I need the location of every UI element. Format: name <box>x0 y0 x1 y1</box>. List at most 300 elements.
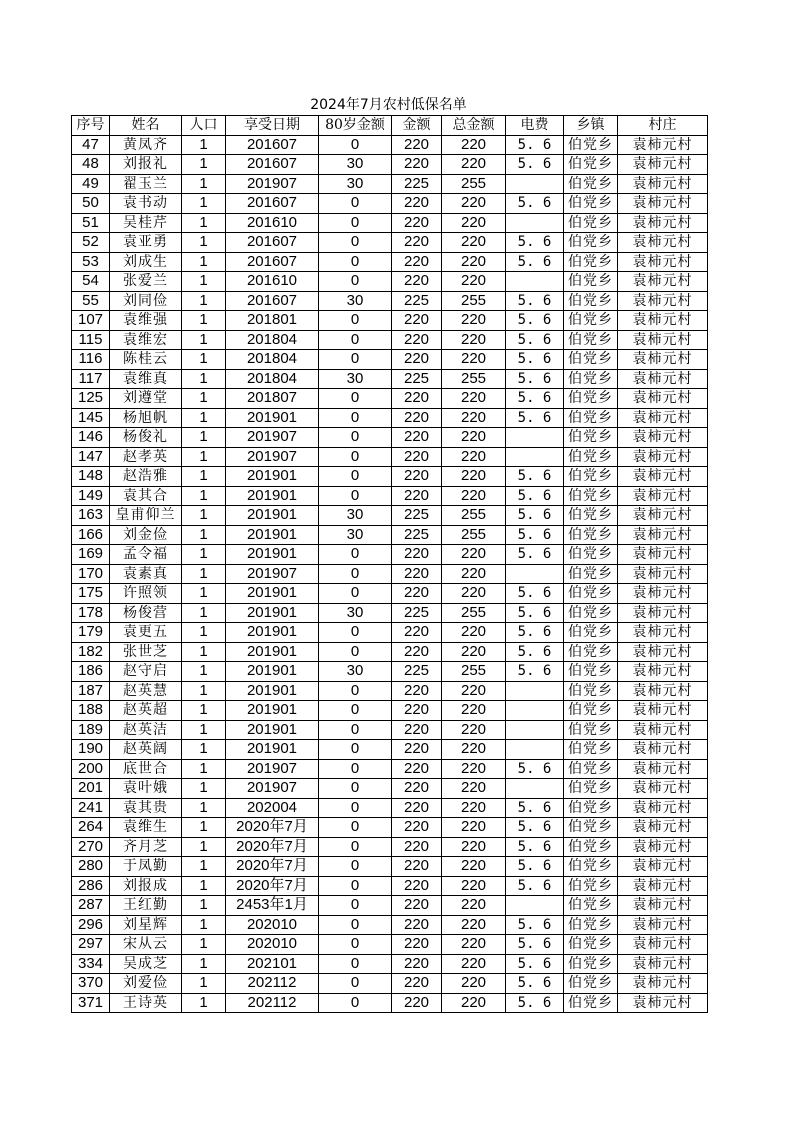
table-row <box>72 408 708 428</box>
cell-village: 袁柿元村 <box>618 194 708 214</box>
cell-name: 赵守启 <box>110 662 182 682</box>
cell-township: 伯党乡 <box>564 252 618 272</box>
cell-name: 杨俊营 <box>110 603 182 623</box>
cell-population: 1 <box>182 311 226 331</box>
cell-township: 伯党乡 <box>564 623 618 643</box>
cell-start-date: 201901 <box>226 467 319 487</box>
cell-electricity-fee: 5. 6 <box>506 584 564 604</box>
cell-population: 1 <box>182 798 226 818</box>
cell-total-amount: 220 <box>442 720 506 740</box>
cell-age80-amount: 0 <box>319 272 392 292</box>
col-header-age80-amount: 80岁金额 <box>319 116 392 136</box>
cell-village: 袁柿元村 <box>618 564 708 584</box>
cell-village: 袁柿元村 <box>618 369 708 389</box>
cell-village: 袁柿元村 <box>618 330 708 350</box>
cell-village: 袁柿元村 <box>618 233 708 253</box>
cell-total-amount: 220 <box>442 135 506 155</box>
cell-serial: 264 <box>72 818 110 838</box>
cell-village: 袁柿元村 <box>618 954 708 974</box>
table-row <box>72 486 708 506</box>
table-row <box>72 642 708 662</box>
cell-name: 袁维强 <box>110 311 182 331</box>
cell-electricity-fee: 5. 6 <box>506 135 564 155</box>
cell-township: 伯党乡 <box>564 740 618 760</box>
cell-age80-amount: 0 <box>319 993 392 1013</box>
cell-age80-amount: 0 <box>319 974 392 994</box>
cell-population: 1 <box>182 837 226 857</box>
cell-serial: 146 <box>72 428 110 448</box>
table-row <box>72 252 708 272</box>
cell-electricity-fee: 5. 6 <box>506 233 564 253</box>
cell-start-date: 2020年7月 <box>226 818 319 838</box>
cell-township: 伯党乡 <box>564 506 618 526</box>
cell-age80-amount: 0 <box>319 681 392 701</box>
cell-population: 1 <box>182 740 226 760</box>
cell-population: 1 <box>182 896 226 916</box>
cell-name: 底世合 <box>110 759 182 779</box>
cell-total-amount: 220 <box>442 857 506 877</box>
cell-age80-amount: 0 <box>319 213 392 233</box>
cell-electricity-fee: 5. 6 <box>506 311 564 331</box>
cell-village: 袁柿元村 <box>618 740 708 760</box>
cell-amount: 220 <box>392 759 442 779</box>
cell-total-amount: 220 <box>442 486 506 506</box>
recipient-table <box>71 115 708 1013</box>
cell-serial: 287 <box>72 896 110 916</box>
cell-start-date: 201901 <box>226 681 319 701</box>
cell-village: 袁柿元村 <box>618 447 708 467</box>
cell-serial: 145 <box>72 408 110 428</box>
table-row <box>72 155 708 175</box>
cell-start-date: 201901 <box>226 486 319 506</box>
cell-village: 袁柿元村 <box>618 779 708 799</box>
table-row <box>72 389 708 409</box>
cell-start-date: 202101 <box>226 954 319 974</box>
cell-population: 1 <box>182 506 226 526</box>
cell-name: 王诗英 <box>110 993 182 1013</box>
cell-name: 刘星辉 <box>110 915 182 935</box>
cell-village: 袁柿元村 <box>618 155 708 175</box>
cell-serial: 280 <box>72 857 110 877</box>
cell-name: 袁维真 <box>110 369 182 389</box>
cell-amount: 220 <box>392 876 442 896</box>
cell-amount: 220 <box>392 896 442 916</box>
cell-total-amount: 220 <box>442 389 506 409</box>
cell-serial: 51 <box>72 213 110 233</box>
cell-population: 1 <box>182 252 226 272</box>
table-row <box>72 233 708 253</box>
cell-serial: 52 <box>72 233 110 253</box>
cell-total-amount: 220 <box>442 311 506 331</box>
cell-electricity-fee: 5. 6 <box>506 155 564 175</box>
cell-age80-amount: 0 <box>319 642 392 662</box>
cell-serial: 370 <box>72 974 110 994</box>
cell-population: 1 <box>182 272 226 292</box>
cell-amount: 220 <box>392 779 442 799</box>
cell-township: 伯党乡 <box>564 545 618 565</box>
cell-start-date: 201901 <box>226 720 319 740</box>
cell-total-amount: 255 <box>442 525 506 545</box>
cell-electricity-fee <box>506 896 564 916</box>
cell-serial: 286 <box>72 876 110 896</box>
cell-village: 袁柿元村 <box>618 623 708 643</box>
cell-serial: 371 <box>72 993 110 1013</box>
cell-population: 1 <box>182 389 226 409</box>
cell-village: 袁柿元村 <box>618 915 708 935</box>
cell-population: 1 <box>182 720 226 740</box>
cell-population: 1 <box>182 213 226 233</box>
cell-electricity-fee <box>506 701 564 721</box>
table-row <box>72 798 708 818</box>
cell-total-amount: 220 <box>442 330 506 350</box>
cell-amount: 225 <box>392 369 442 389</box>
cell-serial: 241 <box>72 798 110 818</box>
cell-population: 1 <box>182 135 226 155</box>
cell-start-date: 201901 <box>226 642 319 662</box>
cell-serial: 190 <box>72 740 110 760</box>
cell-age80-amount: 0 <box>319 857 392 877</box>
cell-start-date: 202112 <box>226 993 319 1013</box>
cell-population: 1 <box>182 467 226 487</box>
cell-amount: 225 <box>392 291 442 311</box>
cell-total-amount: 255 <box>442 174 506 194</box>
cell-population: 1 <box>182 194 226 214</box>
cell-total-amount: 220 <box>442 642 506 662</box>
cell-population: 1 <box>182 408 226 428</box>
cell-name: 皇甫仰兰 <box>110 506 182 526</box>
cell-township: 伯党乡 <box>564 759 618 779</box>
cell-total-amount: 255 <box>442 369 506 389</box>
cell-total-amount: 220 <box>442 876 506 896</box>
table-row <box>72 701 708 721</box>
cell-serial: 189 <box>72 720 110 740</box>
cell-population: 1 <box>182 486 226 506</box>
cell-name: 刘报礼 <box>110 155 182 175</box>
table-row <box>72 623 708 643</box>
cell-electricity-fee: 5. 6 <box>506 194 564 214</box>
cell-electricity-fee <box>506 740 564 760</box>
cell-amount: 220 <box>392 584 442 604</box>
cell-village: 袁柿元村 <box>618 896 708 916</box>
cell-electricity-fee <box>506 428 564 448</box>
cell-township: 伯党乡 <box>564 954 618 974</box>
cell-total-amount: 255 <box>442 603 506 623</box>
cell-name: 袁更五 <box>110 623 182 643</box>
cell-age80-amount: 30 <box>319 662 392 682</box>
cell-population: 1 <box>182 974 226 994</box>
cell-total-amount: 220 <box>442 350 506 370</box>
cell-electricity-fee: 5. 6 <box>506 252 564 272</box>
cell-total-amount: 255 <box>442 506 506 526</box>
cell-township: 伯党乡 <box>564 993 618 1013</box>
cell-serial: 53 <box>72 252 110 272</box>
cell-total-amount: 220 <box>442 954 506 974</box>
cell-start-date: 201901 <box>226 623 319 643</box>
cell-village: 袁柿元村 <box>618 662 708 682</box>
cell-village: 袁柿元村 <box>618 272 708 292</box>
cell-total-amount: 220 <box>442 798 506 818</box>
table-row <box>72 447 708 467</box>
cell-age80-amount: 30 <box>319 506 392 526</box>
col-header-amount: 金额 <box>392 116 442 136</box>
cell-electricity-fee: 5. 6 <box>506 818 564 838</box>
col-header-total-amount: 总金额 <box>442 116 506 136</box>
cell-name: 赵浩雅 <box>110 467 182 487</box>
cell-amount: 220 <box>392 233 442 253</box>
cell-township: 伯党乡 <box>564 467 618 487</box>
cell-total-amount: 220 <box>442 623 506 643</box>
cell-electricity-fee <box>506 447 564 467</box>
col-header-serial: 序号 <box>72 116 110 136</box>
table-row <box>72 350 708 370</box>
cell-amount: 220 <box>392 447 442 467</box>
cell-name: 赵英阔 <box>110 740 182 760</box>
cell-serial: 116 <box>72 350 110 370</box>
cell-population: 1 <box>182 642 226 662</box>
col-header-village: 村庄 <box>618 116 708 136</box>
document-title: 2024年7月农村低保名单 <box>310 97 467 113</box>
cell-village: 袁柿元村 <box>618 174 708 194</box>
cell-age80-amount: 0 <box>319 837 392 857</box>
cell-start-date: 201901 <box>226 584 319 604</box>
cell-total-amount: 220 <box>442 428 506 448</box>
cell-amount: 220 <box>392 330 442 350</box>
cell-name: 赵英超 <box>110 701 182 721</box>
table-row <box>72 720 708 740</box>
cell-serial: 179 <box>72 623 110 643</box>
cell-township: 伯党乡 <box>564 818 618 838</box>
cell-total-amount: 220 <box>442 272 506 292</box>
cell-population: 1 <box>182 564 226 584</box>
cell-township: 伯党乡 <box>564 174 618 194</box>
cell-age80-amount: 0 <box>319 935 392 955</box>
cell-serial: 107 <box>72 311 110 331</box>
cell-population: 1 <box>182 759 226 779</box>
cell-amount: 220 <box>392 389 442 409</box>
cell-start-date: 201901 <box>226 603 319 623</box>
cell-start-date: 201901 <box>226 506 319 526</box>
cell-electricity-fee: 5. 6 <box>506 291 564 311</box>
cell-electricity-fee: 5. 6 <box>506 525 564 545</box>
cell-start-date: 201907 <box>226 447 319 467</box>
cell-amount: 220 <box>392 740 442 760</box>
table-row <box>72 779 708 799</box>
cell-name: 于凤勤 <box>110 857 182 877</box>
cell-electricity-fee: 5. 6 <box>506 506 564 526</box>
cell-township: 伯党乡 <box>564 272 618 292</box>
cell-name: 齐月芝 <box>110 837 182 857</box>
cell-age80-amount: 0 <box>319 389 392 409</box>
cell-age80-amount: 30 <box>319 603 392 623</box>
cell-total-amount: 220 <box>442 213 506 233</box>
cell-serial: 200 <box>72 759 110 779</box>
cell-population: 1 <box>182 545 226 565</box>
cell-population: 1 <box>182 155 226 175</box>
table-row <box>72 135 708 155</box>
cell-age80-amount: 0 <box>319 701 392 721</box>
cell-total-amount: 220 <box>442 740 506 760</box>
cell-township: 伯党乡 <box>564 662 618 682</box>
cell-amount: 220 <box>392 935 442 955</box>
cell-total-amount: 255 <box>442 291 506 311</box>
cell-amount: 220 <box>392 272 442 292</box>
cell-age80-amount: 0 <box>319 233 392 253</box>
table-row <box>72 837 708 857</box>
table-row <box>72 174 708 194</box>
cell-population: 1 <box>182 915 226 935</box>
cell-total-amount: 220 <box>442 935 506 955</box>
table-row <box>72 681 708 701</box>
cell-population: 1 <box>182 447 226 467</box>
table-row <box>72 584 708 604</box>
table-row <box>72 311 708 331</box>
cell-start-date: 201607 <box>226 135 319 155</box>
cell-name: 袁其合 <box>110 486 182 506</box>
cell-township: 伯党乡 <box>564 428 618 448</box>
cell-total-amount: 220 <box>442 759 506 779</box>
cell-township: 伯党乡 <box>564 876 618 896</box>
cell-village: 袁柿元村 <box>618 720 708 740</box>
cell-electricity-fee: 5. 6 <box>506 350 564 370</box>
cell-name: 袁其贵 <box>110 798 182 818</box>
cell-amount: 225 <box>392 662 442 682</box>
cell-serial: 170 <box>72 564 110 584</box>
cell-total-amount: 220 <box>442 467 506 487</box>
cell-total-amount: 220 <box>442 681 506 701</box>
cell-electricity-fee: 5. 6 <box>506 603 564 623</box>
cell-township: 伯党乡 <box>564 233 618 253</box>
cell-population: 1 <box>182 603 226 623</box>
cell-age80-amount: 30 <box>319 174 392 194</box>
cell-total-amount: 220 <box>442 584 506 604</box>
cell-total-amount: 220 <box>442 701 506 721</box>
cell-serial: 296 <box>72 915 110 935</box>
cell-serial: 117 <box>72 369 110 389</box>
cell-name: 袁维宏 <box>110 330 182 350</box>
cell-start-date: 201907 <box>226 174 319 194</box>
cell-age80-amount: 0 <box>319 467 392 487</box>
cell-start-date: 202004 <box>226 798 319 818</box>
cell-age80-amount: 0 <box>319 408 392 428</box>
table-row <box>72 506 708 526</box>
cell-name: 许照领 <box>110 584 182 604</box>
cell-amount: 220 <box>392 818 442 838</box>
cell-village: 袁柿元村 <box>618 486 708 506</box>
table-row <box>72 194 708 214</box>
cell-age80-amount: 0 <box>319 954 392 974</box>
cell-electricity-fee: 5. 6 <box>506 935 564 955</box>
cell-start-date: 201907 <box>226 428 319 448</box>
cell-serial: 125 <box>72 389 110 409</box>
cell-name: 刘同俭 <box>110 291 182 311</box>
cell-amount: 220 <box>392 428 442 448</box>
cell-village: 袁柿元村 <box>618 837 708 857</box>
cell-name: 赵英慧 <box>110 681 182 701</box>
cell-age80-amount: 0 <box>319 896 392 916</box>
cell-population: 1 <box>182 954 226 974</box>
cell-start-date: 201901 <box>226 525 319 545</box>
cell-total-amount: 220 <box>442 194 506 214</box>
cell-name: 吴成芝 <box>110 954 182 974</box>
cell-village: 袁柿元村 <box>618 213 708 233</box>
cell-township: 伯党乡 <box>564 642 618 662</box>
cell-total-amount: 220 <box>442 779 506 799</box>
cell-start-date: 201804 <box>226 350 319 370</box>
cell-township: 伯党乡 <box>564 701 618 721</box>
table-header-row <box>72 116 708 136</box>
cell-serial: 115 <box>72 330 110 350</box>
table-row <box>72 213 708 233</box>
cell-name: 宋从云 <box>110 935 182 955</box>
cell-name: 袁素真 <box>110 564 182 584</box>
cell-township: 伯党乡 <box>564 896 618 916</box>
cell-township: 伯党乡 <box>564 330 618 350</box>
cell-start-date: 201907 <box>226 564 319 584</box>
cell-village: 袁柿元村 <box>618 603 708 623</box>
cell-village: 袁柿元村 <box>618 252 708 272</box>
cell-village: 袁柿元村 <box>618 350 708 370</box>
cell-amount: 220 <box>392 155 442 175</box>
cell-total-amount: 220 <box>442 233 506 253</box>
table-row <box>72 974 708 994</box>
cell-age80-amount: 0 <box>319 779 392 799</box>
cell-village: 袁柿元村 <box>618 525 708 545</box>
cell-electricity-fee <box>506 720 564 740</box>
cell-village: 袁柿元村 <box>618 798 708 818</box>
cell-amount: 225 <box>392 525 442 545</box>
cell-amount: 220 <box>392 408 442 428</box>
cell-amount: 220 <box>392 701 442 721</box>
cell-population: 1 <box>182 779 226 799</box>
cell-amount: 220 <box>392 857 442 877</box>
cell-age80-amount: 0 <box>319 545 392 565</box>
cell-electricity-fee: 5. 6 <box>506 954 564 974</box>
cell-village: 袁柿元村 <box>618 467 708 487</box>
cell-electricity-fee: 5. 6 <box>506 798 564 818</box>
table-row <box>72 740 708 760</box>
cell-name: 刘金俭 <box>110 525 182 545</box>
cell-village: 袁柿元村 <box>618 935 708 955</box>
cell-township: 伯党乡 <box>564 720 618 740</box>
cell-serial: 54 <box>72 272 110 292</box>
cell-electricity-fee: 5. 6 <box>506 408 564 428</box>
cell-amount: 220 <box>392 194 442 214</box>
cell-serial: 188 <box>72 701 110 721</box>
cell-township: 伯党乡 <box>564 213 618 233</box>
cell-electricity-fee <box>506 174 564 194</box>
cell-serial: 55 <box>72 291 110 311</box>
cell-village: 袁柿元村 <box>618 428 708 448</box>
cell-amount: 220 <box>392 837 442 857</box>
cell-serial: 175 <box>72 584 110 604</box>
table-row <box>72 993 708 1013</box>
cell-amount: 220 <box>392 642 442 662</box>
cell-amount: 220 <box>392 798 442 818</box>
cell-electricity-fee: 5. 6 <box>506 993 564 1013</box>
cell-township: 伯党乡 <box>564 408 618 428</box>
cell-name: 袁叶娥 <box>110 779 182 799</box>
cell-age80-amount: 0 <box>319 798 392 818</box>
cell-age80-amount: 30 <box>319 291 392 311</box>
cell-start-date: 201607 <box>226 155 319 175</box>
cell-amount: 225 <box>392 506 442 526</box>
cell-serial: 201 <box>72 779 110 799</box>
cell-township: 伯党乡 <box>564 389 618 409</box>
table-row <box>72 857 708 877</box>
table-row <box>72 467 708 487</box>
cell-start-date: 202010 <box>226 935 319 955</box>
cell-amount: 220 <box>392 311 442 331</box>
